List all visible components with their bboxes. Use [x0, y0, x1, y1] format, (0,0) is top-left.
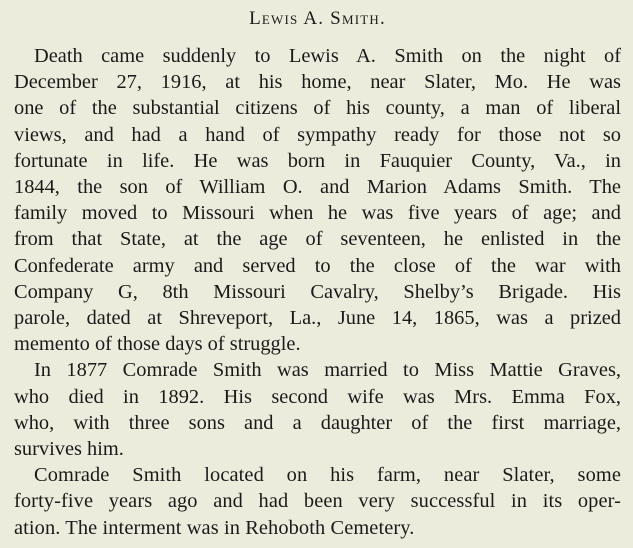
- paragraph-1: [14, 43, 621, 357]
- text-line: December 27, 1916, at his home, near Slater, Mo. He was: [14, 71, 621, 94]
- text-line: family moved to Missouri when he was five years of age; and: [14, 202, 621, 225]
- text-line: survives him.: [14, 438, 124, 461]
- text-line: parole, dated at Shreveport, La., June 14, 1865, was a prized: [14, 307, 621, 330]
- text-line: from that State, at the age of seventeen, he enlisted in the: [14, 228, 621, 251]
- text-line: one of the substantial citizens of his county, a man of liberal: [14, 97, 621, 120]
- text-line: who, with three sons and a daughter of the first marriage,: [14, 411, 621, 434]
- text-line: Confederate army and served to the close of the war with: [14, 254, 621, 277]
- text-line: ation. The interment was in Rehoboth Cemetery.: [14, 516, 415, 539]
- paragraph-2: [14, 357, 621, 462]
- text-line: Death came suddenly to Lewis A. Smith on the night of: [34, 45, 621, 67]
- paragraph-3: [14, 462, 621, 541]
- article-title: Lewis A. Smith.: [249, 8, 386, 29]
- text-line: Company G, 8th Missouri Cavalry, Shelby’s Brigade. His: [14, 280, 621, 303]
- text-line: forty-five years ago and had been very successful in its oper-: [14, 490, 621, 513]
- text-line: views, and had a hand of sympathy ready for those not so: [14, 123, 621, 146]
- text-line: In 1877 Comrade Smith was married to Miss Mattie Graves,: [34, 359, 621, 382]
- text-line: memento of those days of struggle.: [14, 333, 301, 356]
- text-line: 1844, the son of William O. and Marion Adams Smith. The: [14, 176, 621, 199]
- text-line: Comrade Smith located on his farm, near Slater, some: [34, 464, 621, 487]
- text-line: who died in 1892. His second wife was Mrs. Emma Fox,: [14, 385, 621, 408]
- text-line: fortunate in life. He was born in Fauquier County, Va., in: [14, 149, 621, 172]
